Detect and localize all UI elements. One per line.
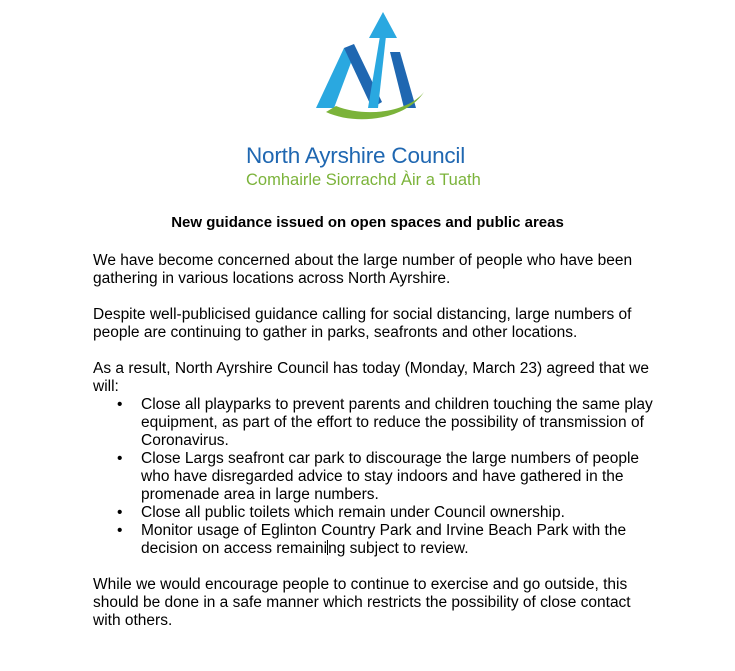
paragraph: As a result, North Ayrshire Council has today (Monday, March 23) agreed that we will: [93, 360, 649, 395]
paragraph: While we would encourage people to continue to exercise and go outside, this should be done in a safe manner which restricts the possibility of close contact with others. [93, 576, 631, 629]
measures-list [93, 396, 653, 558]
paragraph: We have become concerned about the large number of people who have been gathering in various locations across North Ayrshire. [93, 252, 633, 287]
paragraph: Despite well-publicised guidance calling for social distancing, large numbers of people are continuing to gather in parks, seafronts and other locations. [93, 306, 632, 341]
list-item-text: Monitor usage of Eglinton Country Park and Irvine Beach Park with the decision on access remaini [141, 522, 627, 557]
list-item: • Close all playparks to prevent parents and children touching the same play equipment, as part of the effort to reduce the possibility of transmission of Coronavirus. [141, 396, 653, 450]
council-gaelic-name: Comhairle Siorrachd Àir a Tuath [246, 171, 481, 189]
list-item [141, 522, 653, 558]
document-headline: New guidance issued on open spaces and public areas [171, 214, 564, 231]
document-body [93, 252, 653, 648]
list-item: • Close Largs seafront car park to discourage the large numbers of people who have disregarded advice to stay indoors and have gathered in the promenade area in large numbers. [141, 450, 653, 504]
list-item-text: ng subject to review. [328, 540, 469, 557]
north-ayrshire-council-logo-icon [296, 8, 436, 138]
council-name: North Ayrshire Council [246, 143, 466, 168]
list-item: • Close all public toilets which remain under Council ownership. [141, 504, 653, 522]
